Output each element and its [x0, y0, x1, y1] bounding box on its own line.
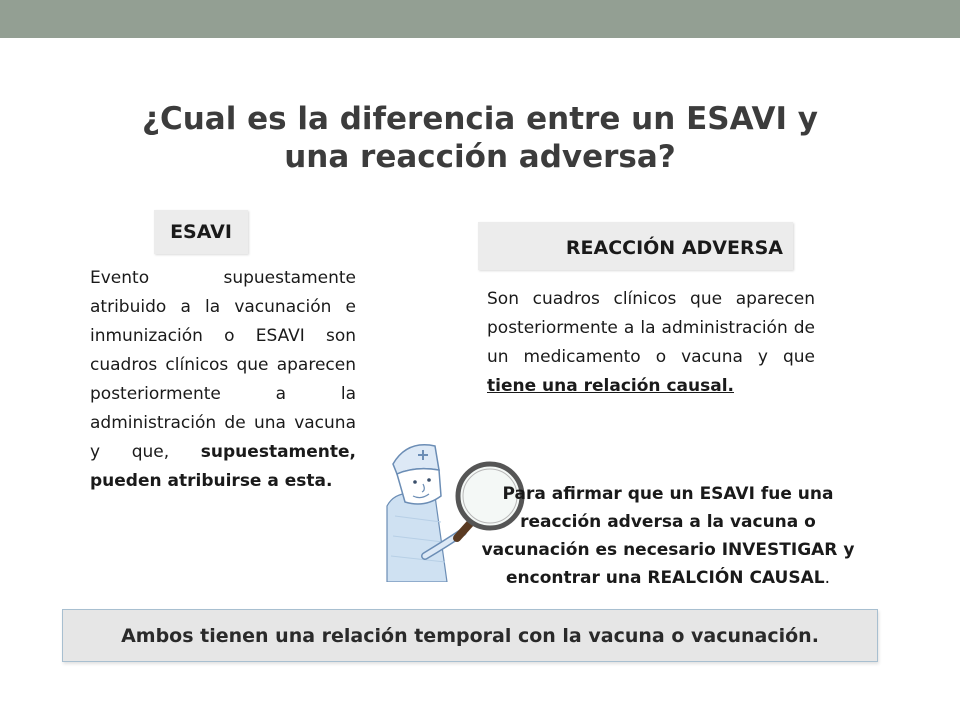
- reaccion-adversa-label: REACCIÓN ADVERSA: [478, 222, 793, 270]
- summary-box: [62, 609, 878, 662]
- esavi-definition: [90, 264, 356, 496]
- investigation-callout: [478, 480, 858, 592]
- esavi-definition-text: Evento supuestamente atribuido a la vacunación e inmunización o ESAVI son cuadros clínicos que aparecen posteriormente a la administración de una vacuna y que,: [90, 268, 356, 462]
- title-line-2: una reacción adversa?: [284, 139, 676, 175]
- title-line-1: ¿Cual es la diferencia entre un ESAVI y: [141, 101, 819, 137]
- esavi-definition-bold: supuestamente, pueden atribuirse a esta.: [90, 442, 356, 491]
- investigation-callout-text: Para afirmar que un ESAVI fue una reacción adversa a la vacuna o vacunación es necesario INVESTIGAR y encontrar una REALCIÓN CAUSAL: [481, 484, 855, 588]
- slide-title: [90, 100, 870, 176]
- investigation-callout-tail: .: [824, 568, 830, 588]
- reaccion-definition-text: Son cuadros clínicos que aparecen posteriormente a la administración de un medicamento o vacuna y que: [487, 289, 815, 367]
- top-banner: [0, 0, 960, 38]
- reaccion-definition: [487, 285, 815, 401]
- reaccion-definition-underline: tiene una relación causal.: [487, 376, 734, 396]
- summary-text: Ambos tienen una relación temporal con la vacuna o vacunación.: [121, 625, 819, 647]
- esavi-label: ESAVI: [154, 210, 248, 254]
